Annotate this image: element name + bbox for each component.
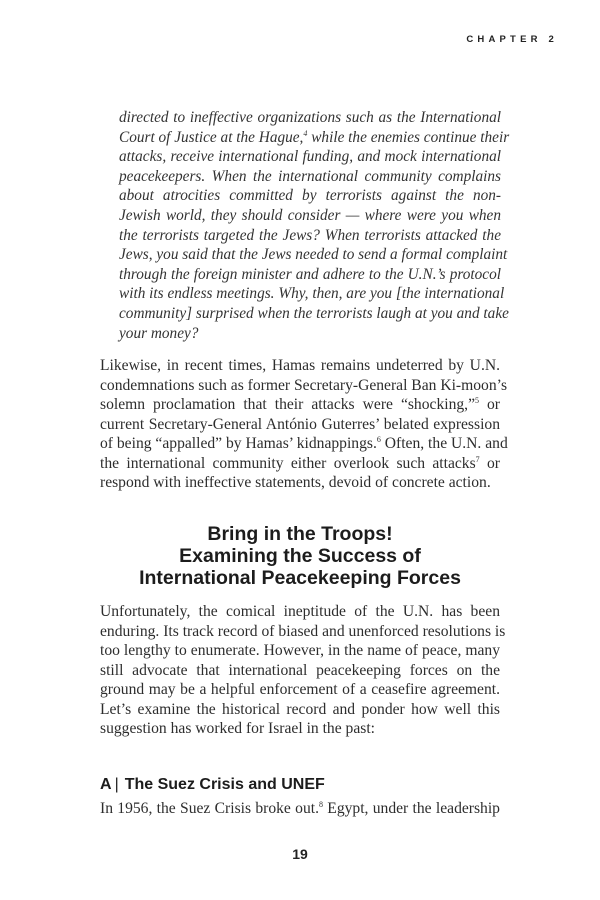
quote-line: Court of Justice at the Hague,$^4$ while the enemies continue their (119, 128, 510, 146)
footnote-ref[interactable]: 4 (303, 128, 308, 138)
section-heading (90, 523, 510, 589)
quote-line: through the foreign minister and adhere to the U.N.’s protocol (119, 265, 501, 283)
running-head-chapter: CHAPTER 2 (466, 34, 558, 45)
block-quote (119, 108, 510, 343)
paragraph-line: enduring. Its track record of biased and unenforced resolutions is (100, 622, 506, 640)
heading-line: International Peacekeeping Forces (139, 567, 461, 589)
paragraph-line: Let’s examine the historical record and ponder how well this (100, 700, 500, 718)
subsection-title: The Suez Crisis and UNEF (124, 776, 325, 793)
body-paragraph-1 (100, 356, 508, 493)
quote-line: attacks, receive international funding, and mock international (119, 148, 501, 166)
body-paragraph-2 (100, 602, 506, 739)
quote-line: Jewish world, they should consider — where were you when (119, 206, 501, 224)
paragraph-line: ground may be a helpful enforcement of a ceasefire agreement. (100, 681, 500, 698)
quote-line: Jews, you said that the Jews needed to send a formal complaint (119, 246, 508, 264)
subsection-separator: | (114, 776, 119, 793)
subsection-heading (100, 775, 325, 794)
quote-line: the terrorists targeted the Jews? When terrorists attacked the (119, 226, 501, 244)
heading-line: Bring in the Troops! (207, 523, 393, 545)
quote-line: about atrocities committed by terrorists against the non- (119, 187, 501, 205)
heading-line: Examining the Success of (179, 545, 421, 567)
paragraph-line: solemn proclamation that their attacks were “shocking,”$^5$ or (100, 396, 501, 413)
footnote-ref[interactable]: 5 (475, 396, 479, 405)
paragraph-line: In 1956, the Suez Crisis broke out.$^8$ Egypt, under the leadership (100, 800, 500, 817)
footnote-ref[interactable]: 7 (475, 454, 480, 464)
quote-line: directed to ineffective organizations such as the International (119, 109, 501, 126)
quote-line: with its endless meetings. Why, then, are you [the international (119, 285, 505, 303)
quote-line: your money? (119, 324, 199, 342)
paragraph-line: of being “appalled” by Hamas’ kidnappings.$^6$ Often, the U.N. and (100, 435, 508, 452)
paragraph-line: still advocate that international peacekeeping forces on the (100, 661, 500, 679)
body-paragraph-3 (100, 799, 500, 819)
paragraph-line: condemnations such as former Secretary-General Ban Ki-moon’s (100, 376, 508, 394)
paragraph-line: Likewise, in recent times, Hamas remains undeterred by U.N. (100, 357, 500, 374)
paragraph-line: the international community either overlook such attacks$^7$ or (100, 454, 500, 472)
footnote-ref[interactable]: 8 (318, 800, 323, 809)
quote-line: peacekeepers. When the international community complains (119, 167, 501, 185)
paragraph-line: current Secretary-General António Guterres’ belated expression (100, 415, 500, 433)
subsection-letter: A (100, 776, 112, 793)
paragraph-line: Unfortunately, the comical ineptitude of the U.N. has been (100, 603, 500, 620)
page-number: 19 (292, 846, 308, 862)
footnote-ref[interactable]: 6 (376, 435, 381, 444)
quote-line: community] surprised when the terrorists laugh at you and take (119, 304, 509, 322)
paragraph-line: respond with ineffective statements, devoid of concrete action. (100, 474, 491, 491)
paragraph-line: too lengthy to enumerate. However, in the name of peace, many (100, 642, 500, 659)
paragraph-line: suggestion has worked for Israel in the past: (100, 720, 375, 737)
